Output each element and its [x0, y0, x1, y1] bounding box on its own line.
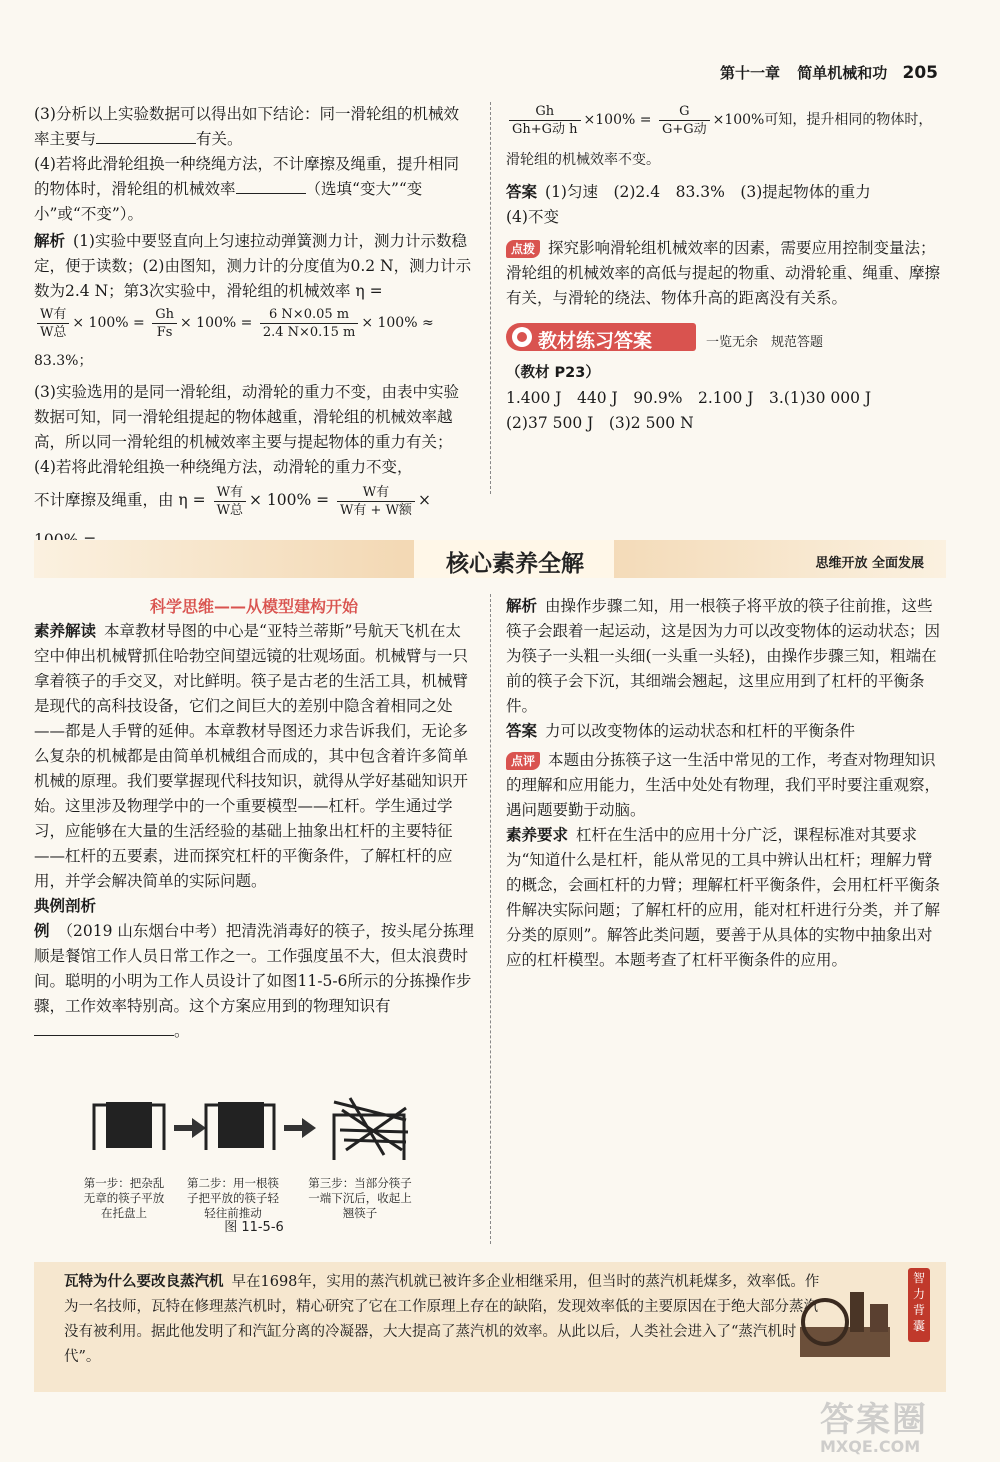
step3-caption: 第三步：当部分筷子一端下沉后，收起上翘筷子: [308, 1176, 412, 1220]
answer-blank: [96, 129, 196, 144]
arrow-right-icon: [174, 1118, 206, 1138]
analysis-formula-2: 不计摩擦及绳重，由 η = $\frac{\text{W有}}{\text{W总}}$ × 100% = $\frac{\text{W有}}{\text{W有 + W额}}$ ×: [34, 484, 431, 518]
textbook-ref: （教材 P23）: [506, 365, 600, 381]
answer-blank: [34, 1021, 174, 1036]
literacy-requirements: 素养要求 杠杆在生活中的应用十分广泛，课程标准对其要求为“知道什么是杠杆，能从常见的工具中辨认出杠杆；理解力臂的概念，会画杠杆的力臂；理解杠杆平衡条件，会用杠杆平衡条件解决实际问题；了解杠杆的应用，能对杠杆进行分类，并了解分类的原则”。解答此类问题，要善于从具体的实物中抽象出对应的杠杆模型。本题考查了杠杆平衡条件的应用。: [506, 826, 941, 969]
section-subtitle: 一览无余 规范答题: [706, 335, 824, 350]
analysis-continued: $\frac{Gh}{\text{Gh+G动 h}}$ ×100% = $\frac{G}{\text{G+G动}}$ ×100%可知，提升相同的物体时，滑轮组的机械效率不变。: [506, 103, 933, 168]
footer-text: 瓦特为什么要改良蒸汽机 早在1698年，实用的蒸汽机就已被许多企业相继采用，但当时的蒸汽机耗煤多，效率低。作为一名技师，瓦特在修理蒸汽机时，精心研究了它在工作原理上存在的缺陷，发现效率低的主要原因在于绝大部分蒸汽没有被利用。据此他发明了和汽缸分离的冷凝器，大大提高了蒸汽机的效率。从此以后，人类社会进入了“蒸汽机时代”。: [64, 1274, 820, 1365]
bottom-left-column: [34, 594, 474, 1044]
comment-paragraph: 点评 本题由分拣筷子这一生活中常见的工作，考查对物理知识的理解和应用能力，生活中处处有物理，我们平时要注重观察，遇问题要勤于动脑。: [506, 751, 941, 819]
answer-blank: [236, 179, 306, 194]
column-divider: [490, 594, 491, 1244]
requirements-label: 素养要求: [506, 826, 569, 844]
core-banner: [34, 540, 946, 578]
step2-caption: 第二步：用一根筷子把平放的筷子轻轻往前推动: [187, 1176, 279, 1220]
bottom-right-column: [506, 594, 946, 973]
analysis-paragraph-2: (3)实验选用的是同一滑轮组，动滑轮的重力不变，由表中实验数据可知，同一滑轮组提起的物体越重，滑轮组的机械效率越高，所以同一滑轮组的机械效率主要与提起物体的重力有关；(4)若将此滑轮组换一种绕绳方法，动滑轮的重力不变，: [34, 383, 459, 476]
footer-box: [34, 1262, 946, 1392]
question-4: (4)若将此滑轮组换一种绕绳方法，不计摩擦及绳重，提升相同的物体时，滑轮组的机械效率 （选填“变大”“变小”或“不变”）。: [34, 155, 459, 223]
fraction: $\frac{Gh}{Fs}$: [152, 306, 177, 341]
fraction: $\frac{G}{\text{G+G动}}$: [659, 103, 710, 138]
page-header: [720, 62, 938, 83]
textbook-answers-1: 1.400 J 440 J 90.9% 2.100 J 3.(1)30 000 J: [506, 389, 872, 407]
column-divider: [490, 102, 491, 494]
chapter-label: 第十一章: [720, 64, 781, 82]
example-answer: 答案 力可以改变物体的运动状态和杠杆的平衡条件: [506, 722, 856, 740]
chapter-title: 简单机械和功: [797, 64, 888, 82]
fraction: $\frac{6 N\times 0.05 m}{2.4 N\times 0.15 m}$: [260, 306, 358, 341]
question-3: (3)分析以上实验数据可以得出如下结论：同一滑轮组的机械效率主要与 有关。: [34, 105, 459, 148]
fraction: $\frac{\text{W有}}{\text{W有 + W额}}$: [337, 484, 415, 519]
textbook-answers-header: [506, 323, 946, 353]
efficiency-formula: $\frac{\text{W有}}{\text{W总}}$ × 100% = $\frac{Gh}{Fs}$ × 100% = $\frac{6 N\times 0.05 m}{2.4 N\times 0.15 m}$ × 100% ≈ 83.3%；: [34, 306, 434, 369]
fraction: $\frac{Gh}{\text{Gh+G动 h}}$: [509, 103, 581, 138]
textbook-answers-2: (2)37 500 J (3)2 500 N: [506, 414, 694, 432]
bottom-subtitle: 科学思维——从模型建构开始: [149, 597, 358, 616]
answer-line-2: (4)不变: [506, 208, 559, 226]
figure-caption: 图 11-5-6: [224, 1220, 284, 1235]
example-analysis: 解析 由操作步骤二知，用一根筷子将平放的筷子往前推，这些筷子会跟着一起运动，这是因为力可以改变物体的运动状态；因为筷子一头粗一头细(一头重一头轻)，由操作步骤三知，粗端在前的筷子会下沉，其细端会翘起，这里应用到了杠杆的平衡条件。: [506, 597, 941, 715]
watermark-text: 答案圈: [820, 1400, 928, 1440]
arrow-right-icon: [284, 1118, 316, 1138]
watermark: [820, 1392, 980, 1456]
step1-caption: 第一步：把杂乱无章的筷子平放在托盘上: [83, 1176, 165, 1220]
watermark-url: MXQE.COM: [820, 1437, 921, 1456]
analysis-label: 解析: [506, 597, 538, 615]
answer-line: 答案 (1)匀速 (2)2.4 83.3% (3)提起物体的重力: [506, 183, 871, 201]
analysis-label: 解析: [34, 232, 66, 250]
top-left-column: [34, 102, 474, 560]
top-right-column: [506, 100, 946, 436]
literacy-interpretation: 素养解读 本章教材导图的中心是“亚特兰蒂斯”号航天飞机在太空中伸出机械臂抓住哈勃空间望远镜的壮观场面。机械臂与一只拿着筷子的手交叉，对比鲜明。筷子是古老的生活工具，机械臂是现代的高科技设备，它们之间巨大的差别中隐含着相同之处——都是人手臂的延伸。本章教材导图还力求告诉我们，无论多么复杂的机械都是由简单机械组合而成的，其中包含着许多简单机械的原理。我们要掌握现代科技知识，就得从学好基础知识开始。这里涉及物理学中的一个重要模型——杠杆。学生通过学习，应能够在大量的生活经验的基础上抽象出杠杆的主要特征——杠杆的五要素，进而探究杠杆的平衡条件，了解杠杆的应用，并学会解决简单的实际问题。: [34, 622, 469, 890]
literacy-label: 素养解读: [34, 622, 97, 640]
answer-label: 答案: [506, 722, 538, 740]
answer-label: 答案: [506, 183, 538, 201]
comment-badge: 点评: [506, 752, 540, 770]
steam-engine-icon: [790, 1282, 900, 1362]
figure-11-5-6: [34, 1080, 474, 1240]
tip-badge: 点拨: [506, 240, 540, 258]
analysis-paragraph-1: 解析 (1)实验中要竖直向上匀速拉动弹簧测力计，测力计示数稳定，便于读数；(2)由图知，测力计的分度值为0.2 N，测力计示数为2.4 N；第3次实验中，滑轮组的机械效率 η =: [34, 232, 472, 300]
example-paragraph: 例 （2019 山东烟台中考）把清洗消毒好的筷子，按头尾分拣理顺是餐馆工作人员日常工作之一。工作强度虽不大，但太浪费时间。聪明的小明为工作人员设计了如图11-5-6所示的分拣操作步骤，工作效率特别高。这个方案应用到的物理知识有。: [34, 922, 474, 1040]
fraction: $\frac{\text{W有}}{\text{W总}}$: [214, 484, 246, 519]
tip-paragraph: 点拨 探究影响滑轮组机械效率的因素，需要应用控制变量法；滑轮组的机械效率的高低与提起的物重、动滑轮重、绳重、摩擦有关，与滑轮的绕法、物体升高的距离没有关系。: [506, 239, 941, 307]
core-banner-title: 核心素养全解: [446, 551, 584, 577]
example-label: 例: [34, 922, 50, 940]
section-title: 教材练习答案: [538, 330, 653, 352]
core-banner-subtitle: 思维开放 全面发展: [815, 556, 924, 571]
chopstick-steps-illustration: [34, 1080, 474, 1170]
footer-title: 瓦特为什么要改良蒸汽机: [64, 1274, 224, 1290]
megaphone-icon: [512, 327, 532, 347]
footer-tag: 智力背囊: [908, 1268, 930, 1342]
example-heading: 典例剖析: [34, 897, 97, 915]
fraction: $\frac{\text{W有}}{\text{W总}}$: [37, 306, 69, 341]
page-number: 205: [902, 63, 938, 83]
